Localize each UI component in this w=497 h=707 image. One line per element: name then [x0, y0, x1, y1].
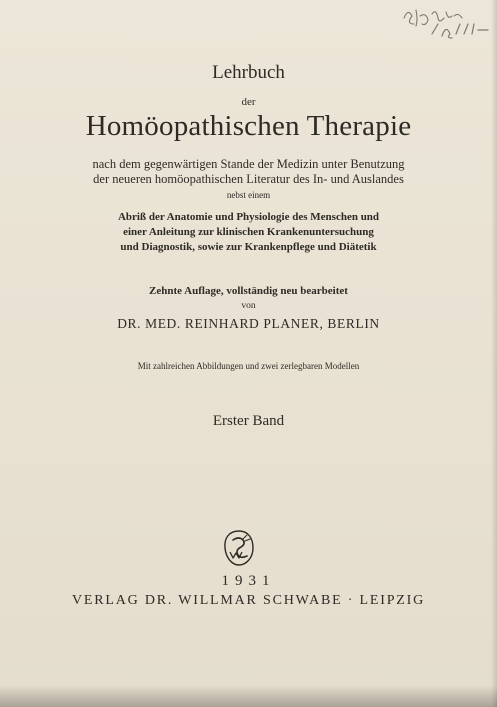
author: DR. MED. REINHARD PLANER, BERLIN: [117, 316, 380, 331]
nebst-einem: nebst einem: [226, 190, 271, 200]
volume: Erster Band: [212, 413, 285, 429]
title-lehrbuch: Lehrbuch: [212, 62, 285, 83]
title-der: der: [241, 96, 256, 108]
page-edge-shadow-bottom: [0, 685, 497, 707]
publication-year: 1931: [221, 573, 276, 589]
publisher-emblem-icon: [221, 528, 257, 568]
abriss-line-3: und Diagnostik, sowie zur Krankenpflege und Diätetik: [120, 241, 377, 253]
subtitle-line-1: nach dem gegenwärtigen Stande der Medizin unter Benutzung: [92, 157, 405, 171]
von: von: [241, 301, 256, 311]
illustrations-note: Mit zahlreichen Abbildungen und zwei zerlegbaren Modellen: [137, 361, 360, 371]
abriss-line-2: einer Anleitung zur klinischen Krankenuntersuchung: [123, 226, 374, 238]
abriss-line-1: Abriß der Anatomie und Physiologie des Menschen und: [117, 211, 380, 223]
publisher: VERLAG DR. WILLMAR SCHWABE · LEIPZIG: [71, 593, 426, 608]
main-title: Homöopathischen Therapie: [85, 110, 412, 142]
subtitle-line-2: der neueren homöopathischen Literatur des In- und Auslandes: [93, 172, 404, 186]
handwritten-note-icon: [398, 4, 494, 44]
edition-note: Zehnte Auflage, vollständig neu bearbeitet: [149, 285, 348, 297]
